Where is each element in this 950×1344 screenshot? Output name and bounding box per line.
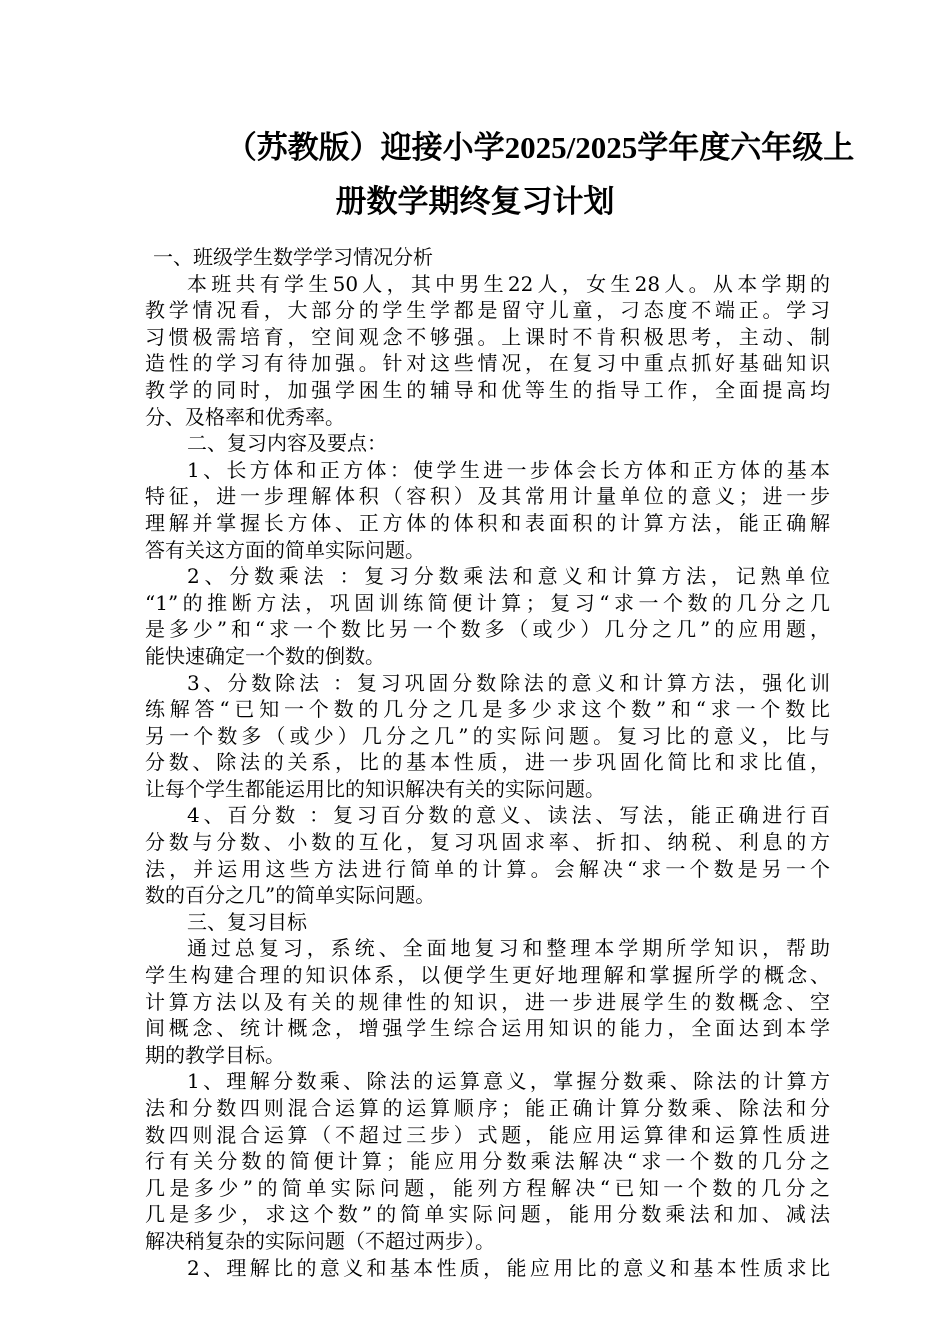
paragraph-line: 计算方法以及有关的规律性的知识，进一步进展学生的数概念、空	[145, 989, 830, 1014]
paragraph-line: 理解并掌握长方体、正方体的体积和表面积的计算方法，能正确解	[145, 510, 830, 535]
paragraph-line: 教学的同时，加强学困生的辅导和优等生的指导工作，全面提高均	[145, 377, 830, 402]
paragraph-line: 教学情况看，大部分的学生学都是留守儿童，刁态度不端正。学习	[145, 298, 830, 323]
paragraph-line: 是多少”和“求一个数比另一个数多（或少）几分之几”的应用题，	[145, 617, 830, 642]
paragraph-line: 让每个学生都能运用比的知识解决有关的实际问题。	[145, 776, 605, 801]
paragraph-line: 数四则混合运算（不超过三步）式题，能应用运算律和运算性质进	[145, 1122, 830, 1147]
paragraph-line: 习惯极需培育，空间观念不够强。上课时不肯积极思考，主动、制	[145, 324, 830, 349]
paragraph-line: 几是多少”的简单实际问题，能列方程解决“已知一个数的几分之	[145, 1175, 830, 1200]
paragraph-line: 分、及格率和优秀率。	[145, 404, 345, 429]
paragraph-line: 4、百分数 ：复习百分数的意义、读法、写法，能正确进行百	[187, 803, 830, 828]
paragraph-line: 特征，进一步理解体积（容积）及其常用计量单位的意义；进一步	[145, 484, 830, 509]
paragraph-line: 通过总复习，系统、全面地复习和整理本学期所学知识，帮助	[187, 936, 830, 961]
paragraph-line: 行有关分数的简便计算；能应用分数乘法解决“求一个数的几分之	[145, 1149, 830, 1174]
paragraph-line: 分数与分数、小数的互化，复习巩固求率、折扣、纳税、利息的方	[145, 830, 830, 855]
paragraph-line: 另一个数多（或少）几分之几”的实际问题。复习比的意义，比与	[145, 723, 830, 748]
paragraph-line: 解决稍复杂的实际问题（不超过两步）。	[145, 1228, 495, 1253]
section-heading: 二、复习内容及要点：	[187, 431, 387, 456]
paragraph-line: 2、理解比的意义和基本性质，能应用比的意义和基本性质求比	[187, 1255, 830, 1280]
paragraph-line: 数的百分之几”的简单实际问题。	[145, 883, 436, 908]
document-title-line-1: （苏教版）迎接小学2025/2025学年度六年级上	[225, 130, 855, 165]
document-body	[145, 244, 830, 1281]
paragraph-line: 学生构建合理的知识体系，以便学生更好地理解和掌握所学的概念、	[145, 963, 830, 988]
paragraph-line: 造性的学习有待加强。针对这些情况，在复习中重点抓好基础知识	[145, 351, 830, 376]
section-heading: 一、班级学生数学学习情况分析	[153, 245, 433, 269]
paragraph-line: 答有关这方面的简单实际问题。	[145, 537, 425, 562]
paragraph-line: 练解答“已知一个数的几分之几是多少求这个数”和“求一个数比	[145, 697, 830, 722]
paragraph-line: 本班共有学生50人，其中男生22人，女生28人。从本学期的	[187, 271, 830, 296]
paragraph-line: 几是多少，求这个数”的简单实际问题，能用分数乘法和加、减法	[145, 1202, 830, 1227]
paragraph-line: 分数、除法的关系，比的基本性质，进一步巩固化简比和求比值，	[145, 750, 830, 775]
document-title-line-2: 册数学期终复习计划	[335, 184, 615, 219]
section-heading: 三、复习目标	[187, 909, 307, 934]
paragraph-line: 3、分数除法 ：复习巩固分数除法的意义和计算方法，强化训	[187, 670, 830, 695]
paragraph-line: “1”的推断方法，巩固训练简便计算；复习“求一个数的几分之几	[145, 590, 830, 615]
paragraph-line: 期的教学目标。	[145, 1042, 285, 1067]
paragraph-line: 法，并运用这些方法进行简单的计算。会解决“求一个数是另一个	[145, 856, 830, 881]
paragraph-line: 间概念、统计概念，增强学生综合运用知识的能力，全面达到本学	[145, 1016, 830, 1041]
paragraph-line: 法和分数四则混合运算的运算顺序；能正确计算分数乘、除法和分	[145, 1096, 830, 1120]
paragraph-line: 1、长方体和正方体：使学生进一步体会长方体和正方体的基本	[187, 457, 830, 482]
paragraph-line: 2、分数乘法 ：复习分数乘法和意义和计算方法，记熟单位	[187, 564, 830, 589]
paragraph-line: 1、理解分数乘、除法的运算意义，掌握分数乘、除法的计算方	[187, 1069, 830, 1094]
paragraph-line: 能快速确定一个数的倒数。	[145, 643, 385, 668]
